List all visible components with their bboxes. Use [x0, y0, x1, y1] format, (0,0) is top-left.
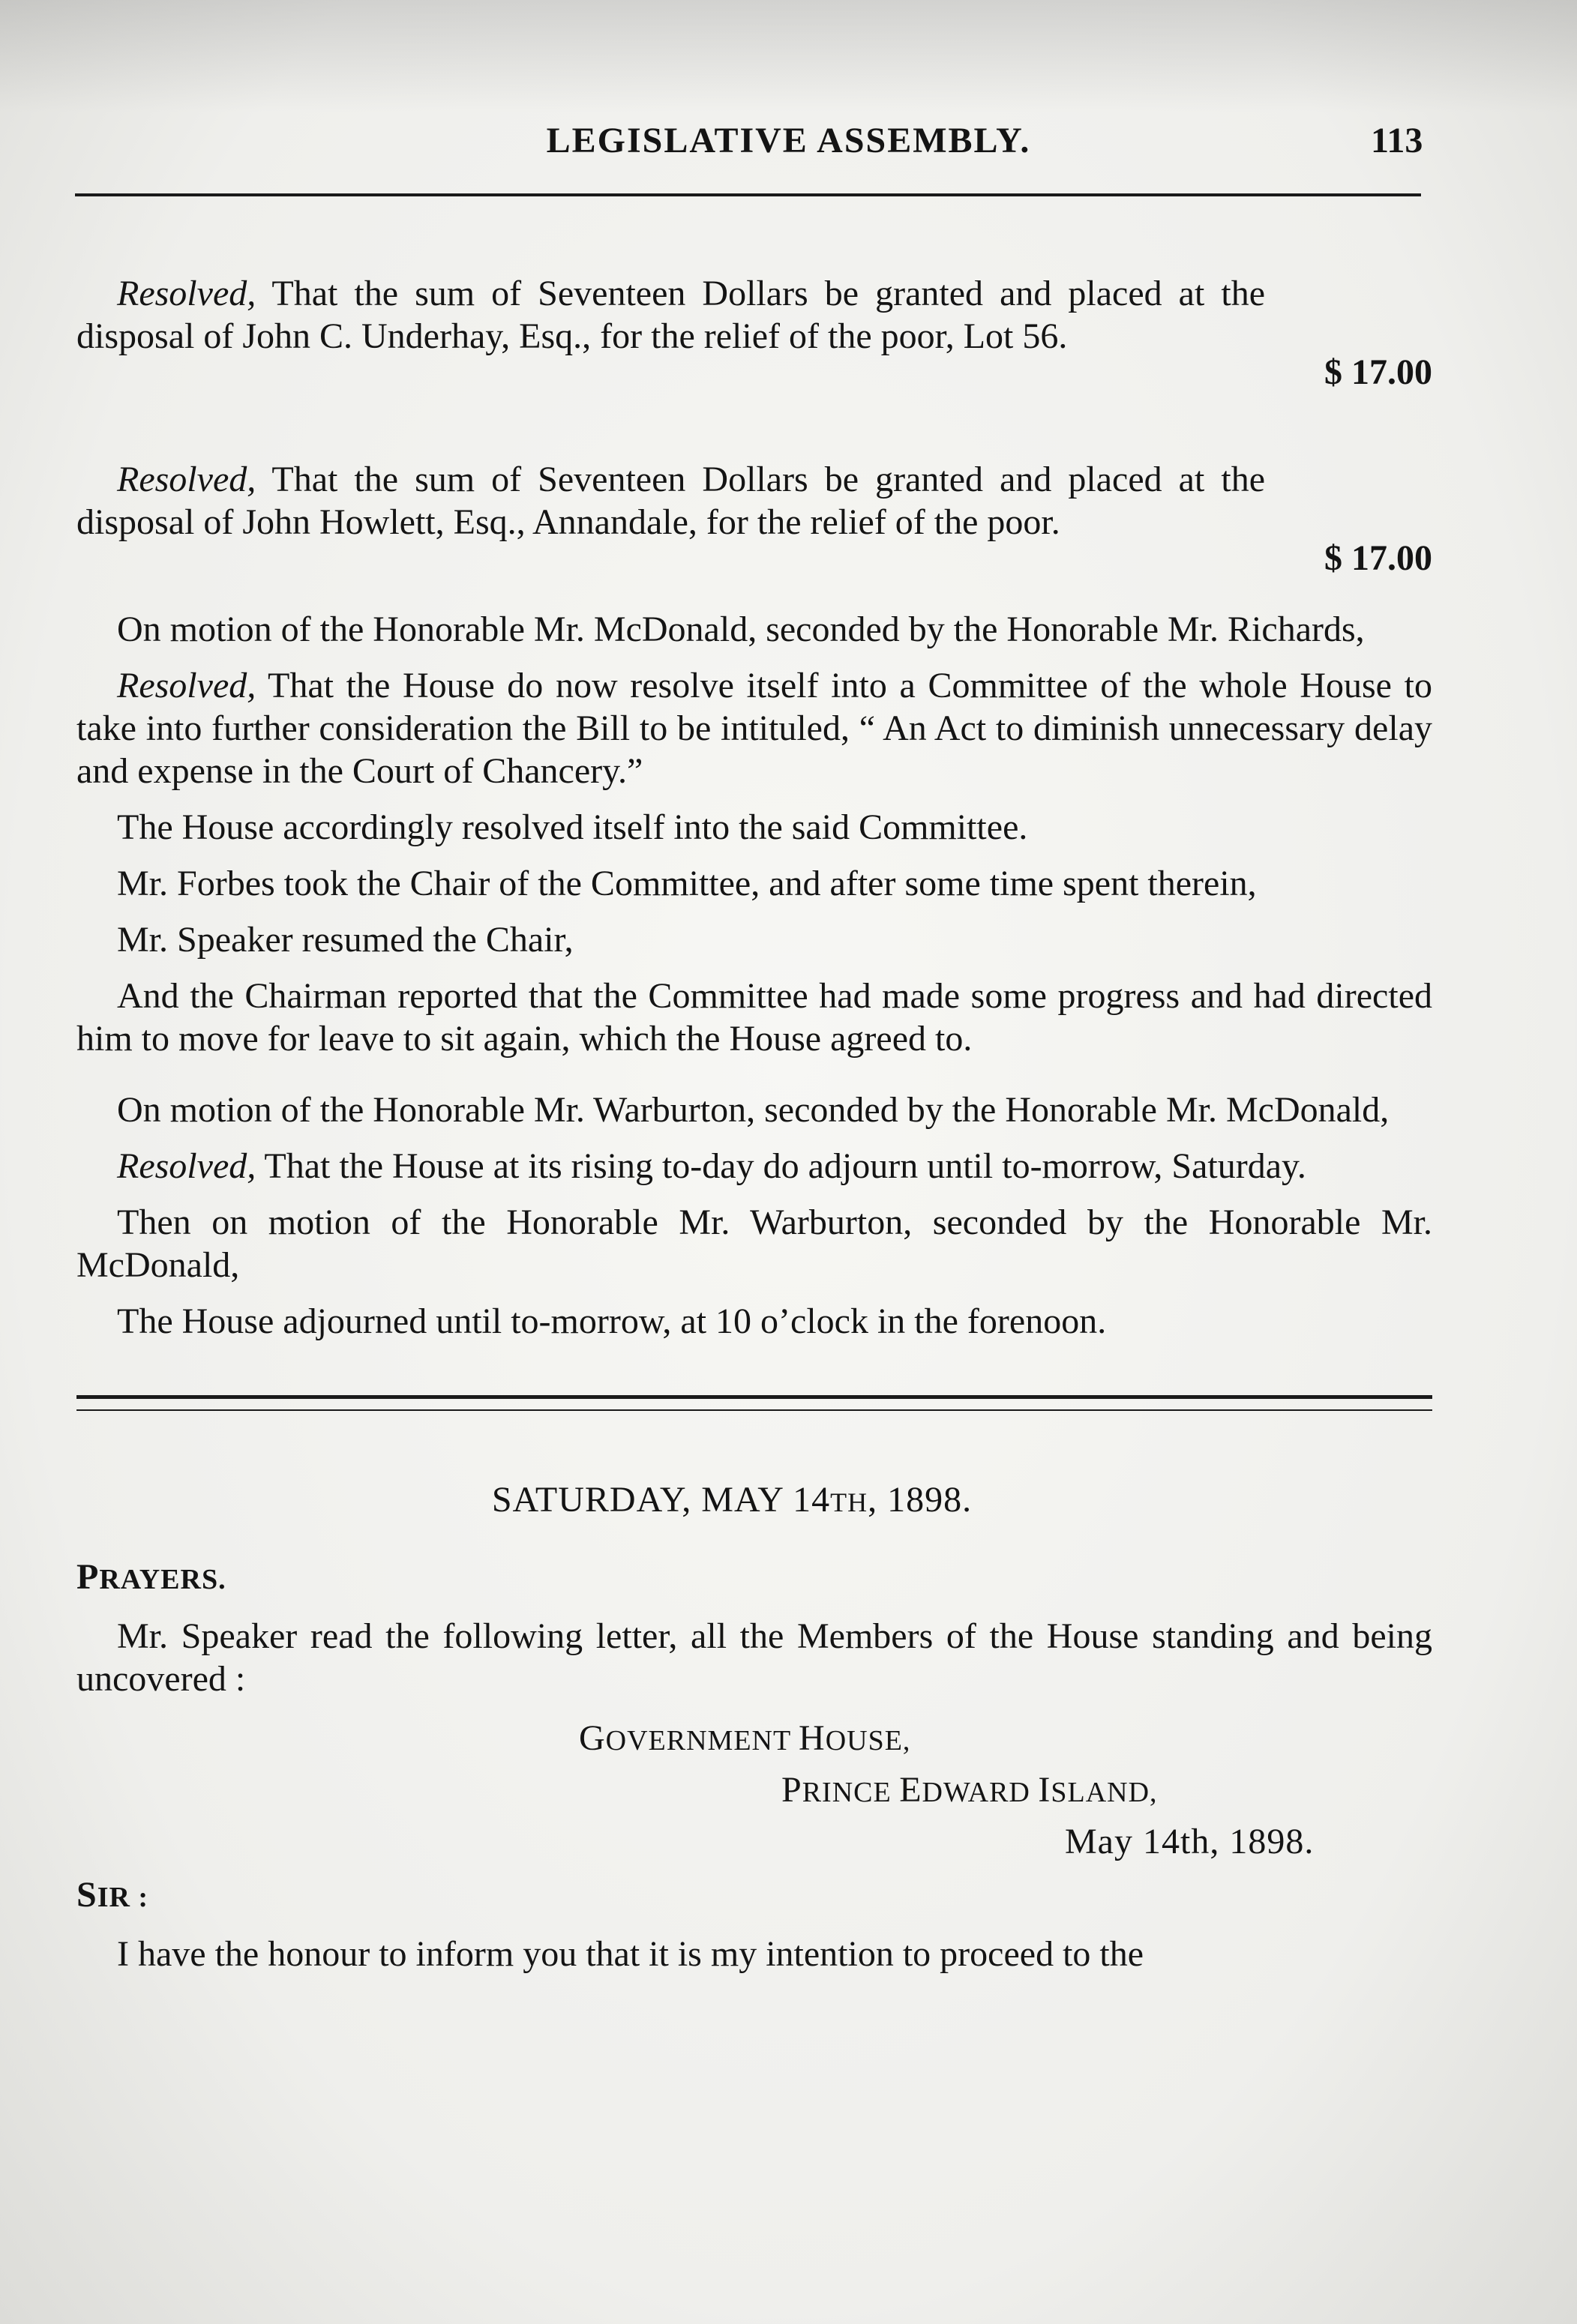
letter-salutation [76, 1873, 1432, 1919]
salutation-initial: S [76, 1875, 97, 1915]
resolved-word: Resolved, [117, 666, 256, 705]
resolution-body: That the House do now resolve itself into a Committee of the whole House to take into further consideration the Bill to be intituled, “ An Act to diminish unnecessary delay and expense in the Court of Chancery.” [76, 666, 1432, 791]
chairman-report: And the Chairman reported that the Committee had made some progress and had directed him to move for leave to sit again, which the House agreed to. [76, 976, 1432, 1059]
address-cap: I [1038, 1770, 1051, 1810]
resolved-word: Resolved, [117, 460, 256, 499]
speaker-read-letter: Mr. Speaker read the following letter, all the Members of the House standing and being uncovered : [76, 1616, 1432, 1699]
day-heading-weekday: SATURDAY, MAY [491, 1480, 784, 1520]
page-number: 113 [1371, 121, 1423, 160]
resolution-body: That the House at its rising to-day do adjourn until to-morrow, Saturday. [264, 1146, 1306, 1186]
prayers-initial: P [76, 1557, 100, 1597]
resolution-text [76, 458, 1265, 544]
address-rest: OUSE, [825, 1725, 911, 1756]
resolution-committee [76, 664, 1432, 792]
resolution-howlett [76, 422, 1432, 580]
address-rest: OVERNMENT [605, 1725, 799, 1756]
day-heading-day: 14 [793, 1480, 831, 1520]
address-rest: DWARD [922, 1777, 1039, 1808]
address-cap: E [899, 1770, 922, 1810]
resolution-body: That the sum of Seventeen Dollars be granted and placed at the disposal of John Howlett, Esq., Annandale, for the relief of the poor. [76, 460, 1265, 542]
committee-resolved: The House accordingly resolved itself into the said Committee. [117, 807, 1028, 847]
letter-date: May 14th, 1898. [1065, 1822, 1315, 1861]
day-heading [31, 1478, 1432, 1524]
letter-address-line-1 [76, 1717, 1432, 1762]
committee-chair: Mr. Forbes took the Chair of the Committee, and after some time spent therein, [117, 864, 1257, 903]
prayers-rest: RAYERS. [99, 1564, 226, 1595]
header-rule [75, 193, 1421, 196]
address-cap: P [781, 1770, 802, 1810]
resolved-word: Resolved, [117, 274, 256, 313]
resolution-underhay [76, 236, 1432, 394]
resolved-word: Resolved, [117, 1146, 256, 1186]
letter-address-line-2 [76, 1768, 1432, 1814]
salutation-rest: IR : [97, 1882, 149, 1913]
resolution-amount: $ 17.00 [1324, 538, 1432, 578]
running-title: LEGISLATIVE ASSEMBLY. [546, 121, 1031, 160]
resolution-adjourn [76, 1145, 1432, 1187]
journal-body [76, 236, 1432, 1975]
day-heading-suffix: TH [830, 1487, 868, 1517]
resolution-amount: $ 17.00 [1324, 352, 1432, 392]
page-header [0, 120, 1577, 172]
prayers-label [76, 1556, 1432, 1601]
day-heading-year: , 1898. [868, 1480, 973, 1520]
resolution-text [76, 272, 1265, 358]
day-separator-rule [76, 1395, 1432, 1411]
house-adjourned: The House adjourned until to-morrow, at 10 o’clock in the forenoon. [117, 1301, 1107, 1341]
motion-warburton: On motion of the Honorable Mr. Warburton, seconded by the Honorable Mr. McDonald, [117, 1090, 1390, 1130]
address-cap: H [799, 1718, 826, 1758]
letter-opening: I have the honour to inform you that it is my intention to proceed to the [117, 1934, 1144, 1974]
motion-mcdonald: On motion of the Honorable Mr. McDonald, seconded by the Honorable Mr. Richards, [117, 609, 1365, 649]
resolution-body: That the sum of Seventeen Dollars be granted and placed at the disposal of John C. Underhay, Esq., for the relief of the poor, Lot 56. [76, 274, 1265, 356]
speaker-resumed: Mr. Speaker resumed the Chair, [117, 920, 574, 960]
address-rest: SLAND, [1051, 1777, 1158, 1808]
address-cap: G [579, 1718, 606, 1758]
address-rest: RINCE [802, 1777, 900, 1808]
motion-warburton-2: Then on motion of the Honorable Mr. Warburton, seconded by the Honorable Mr. McDonald, [76, 1202, 1432, 1285]
